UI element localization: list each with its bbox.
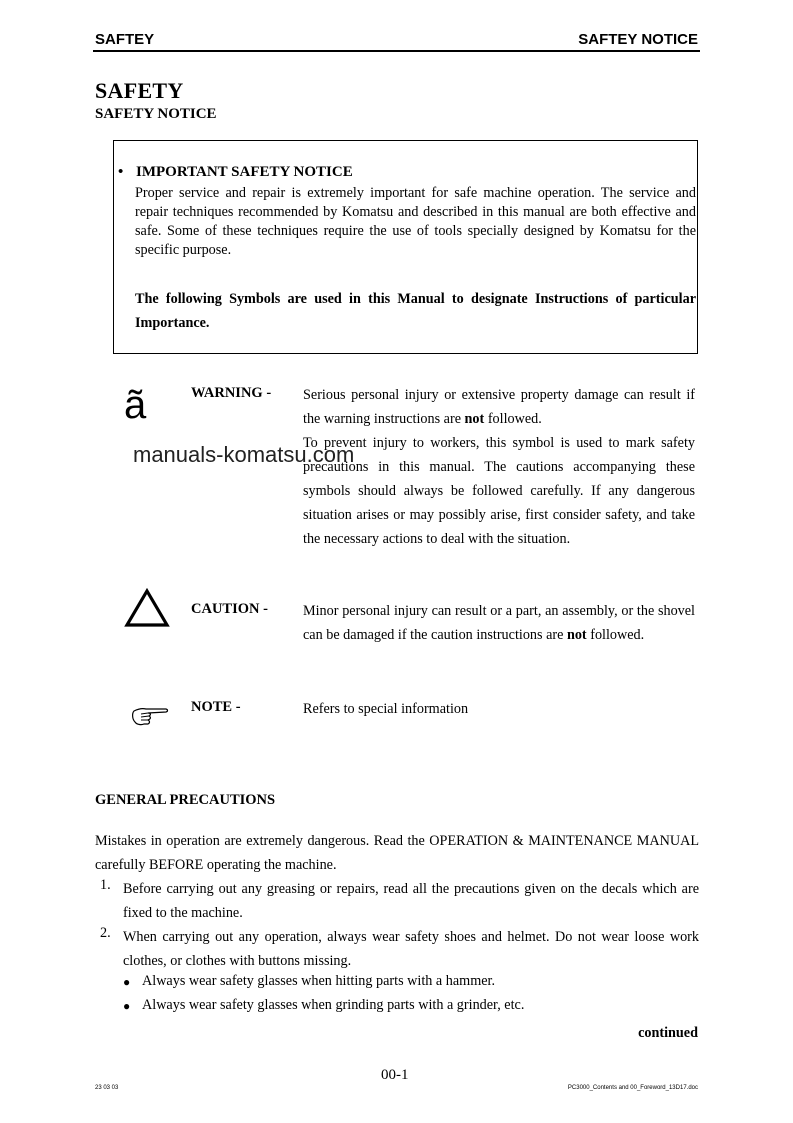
caution-label: CAUTION - xyxy=(191,601,268,617)
warning-text-bold: not xyxy=(464,411,485,427)
footer-filename: PC3000_Contents and 00_Foreword_13D17.doc xyxy=(567,1085,698,1091)
notice-paragraph: Proper service and repair is extremely important for safe machine operation. The service and repair techniques recommended by Komatsu and described in this manual are both effective and safe. Some of these techniques require the use of tools specially designed by Komatsu for the specific purpose. xyxy=(135,185,696,258)
warning-text-part2: followed. xyxy=(484,411,542,427)
list-item-number: 1. xyxy=(100,877,111,893)
caution-text xyxy=(303,599,695,647)
caution-text-bold: not xyxy=(566,627,587,643)
warning-text xyxy=(303,383,695,431)
list-item: When carrying out any operation, always wear safety shoes and helmet. Do not wear loose work clothes, or clothes with buttons missing. xyxy=(123,929,699,969)
warning-symbol-icon: ã xyxy=(124,383,147,427)
warning-text-2: To prevent injury to workers, this symbol is used to mark safety precautions in this manual. The cautions accompanying these symbols should always be followed carefully. If any dangerous situation arises or may possibly arise, first consider safety, and take the necessary actions to deal with the situation. xyxy=(303,435,695,547)
watermark: manuals-komatsu.com xyxy=(133,442,355,467)
general-precautions-intro: Mistakes in operation are extremely dangerous. Read the OPERATION & MAINTENANCE MANUAL carefully BEFORE operating the machine. xyxy=(95,833,699,873)
list-item-number: 2. xyxy=(100,925,111,941)
note-label: NOTE - xyxy=(191,699,241,715)
sub-list-item: Always wear safety glasses when hitting parts with a hammer. xyxy=(142,973,496,989)
page-title: SAFETY xyxy=(95,78,184,103)
caution-text-part2: followed. xyxy=(586,627,645,643)
header-rule xyxy=(93,50,700,52)
running-header-right: SAFTEY NOTICE xyxy=(578,31,698,48)
notice-heading-text: IMPORTANT SAFETY NOTICE xyxy=(136,164,353,180)
caution-text-part1: Minor personal injury can result or a part, an assembly, or the shovel can be damaged if the caution instructions are xyxy=(303,603,695,643)
running-header-left: SAFTEY xyxy=(95,31,155,48)
caution-triangle-icon xyxy=(124,588,170,628)
sub-list-item: Always wear safety glasses when grinding parts with a grinder, etc. xyxy=(142,997,525,1013)
notice-heading xyxy=(118,164,353,181)
page-subtitle: SAFETY NOTICE xyxy=(95,106,217,122)
notice-bold-paragraph: The following Symbols are used in this Manual to designate Instructions of particular Importance. xyxy=(135,291,696,331)
note-text: Refers to special information xyxy=(303,701,469,717)
continued-label: continued xyxy=(638,1025,698,1041)
warning-text-part1: Serious personal injury or extensive property damage can result if the warning instructions are xyxy=(303,387,695,427)
bullet-icon: ● xyxy=(123,975,131,989)
page-number: 00-1 xyxy=(381,1067,409,1083)
warning-label: WARNING - xyxy=(191,385,272,401)
bullet-icon: ● xyxy=(123,999,131,1013)
footer-date: 23 03 03 xyxy=(95,1085,119,1091)
list-item: Before carrying out any greasing or repairs, read all the precautions given on the decals which are fixed to the machine. xyxy=(123,881,699,921)
pointing-hand-icon xyxy=(130,705,170,727)
general-precautions-heading: GENERAL PRECAUTIONS xyxy=(95,792,276,808)
bullet-icon: • xyxy=(118,164,124,180)
